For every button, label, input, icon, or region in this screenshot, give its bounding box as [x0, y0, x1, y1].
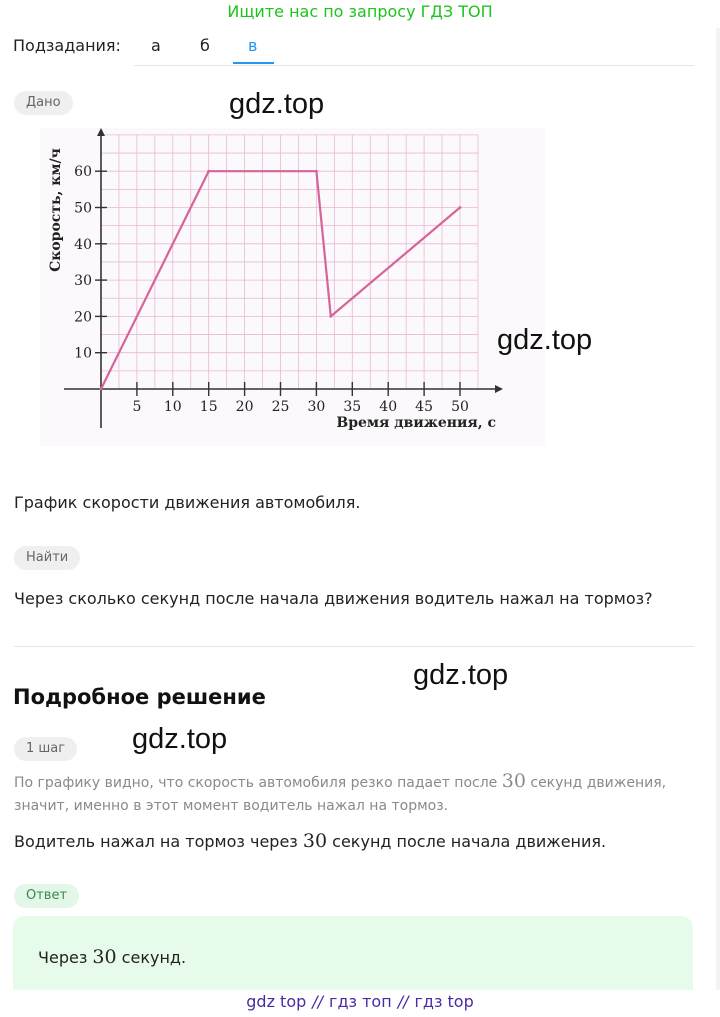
footer-separator: // — [397, 992, 409, 1011]
watermark: gdz.top — [229, 88, 325, 120]
answer-text: Через 30 секунд. — [38, 946, 187, 968]
y-tick-label: 60 — [74, 164, 92, 181]
tabs-divider — [134, 65, 694, 66]
y-tick-label: 40 — [74, 236, 92, 253]
section-divider — [14, 646, 694, 647]
x-axis-label: Время движения, с — [336, 415, 496, 431]
chart-axes — [64, 128, 503, 428]
watermark: gdz.top — [413, 659, 509, 691]
x-tick-label: 45 — [415, 399, 434, 415]
find-question: Через сколько секунд после начала движения водитель нажал на тормоз? — [14, 589, 653, 608]
speed-series-point — [207, 170, 210, 173]
speed-series-point — [459, 206, 462, 209]
x-tick-label: 20 — [235, 399, 254, 415]
tab-subtask-b[interactable]: б — [200, 36, 210, 55]
footer-link[interactable]: гдз top — [414, 992, 474, 1011]
watermark: gdz.top — [132, 723, 228, 755]
x-tick-label: 5 — [132, 399, 142, 415]
tab-subtask-a[interactable]: а — [151, 36, 161, 55]
speed-chart — [40, 128, 545, 446]
x-tick-label: 30 — [307, 399, 326, 415]
right-border — [716, 28, 720, 990]
given-caption: График скорости движения автомобиля. — [14, 493, 361, 512]
speed-series-point — [100, 388, 103, 391]
x-tick-label: 25 — [271, 399, 290, 415]
solution-title: Подробное решение — [13, 685, 266, 709]
find-pill: Найти — [14, 546, 80, 570]
result-number: 30 — [302, 830, 328, 852]
y-axis-arrow — [97, 128, 105, 136]
solution-result: Водитель нажал на тормоз через 30 секунд после начала движения. — [14, 830, 607, 852]
watermark: gdz.top — [497, 324, 593, 356]
hint-number: 30 — [501, 770, 526, 792]
speed-series-point — [329, 315, 332, 318]
x-tick-label: 35 — [343, 399, 362, 415]
y-axis-label: Скорость, км/ч — [48, 148, 64, 272]
footer-links — [0, 990, 720, 1017]
answer-number: 30 — [92, 946, 117, 968]
solution-hint: По графику видно, что скорость автомобиля резко падает после 30 секунд движения, значит, именно в этот момент водитель нажал на тормоз. — [14, 770, 667, 814]
x-tick-label: 15 — [199, 399, 218, 415]
x-tick-label: 10 — [163, 399, 182, 415]
active-tab-indicator — [233, 62, 274, 64]
search-promo-banner[interactable]: Ищите нас по запросу ГДЗ ТОП — [227, 2, 493, 21]
footer-link[interactable]: гдз топ — [329, 992, 392, 1011]
y-tick-label: 20 — [74, 309, 92, 326]
y-tick-label: 50 — [74, 200, 92, 217]
footer-link[interactable]: gdz top — [246, 992, 307, 1011]
tab-subtask-v[interactable]: в — [248, 36, 258, 55]
x-tick-label: 40 — [379, 399, 398, 415]
subtasks-label: Подзадания: — [13, 36, 121, 55]
y-tick-label: 10 — [74, 345, 92, 362]
x-axis-arrow — [495, 385, 503, 393]
step-pill: 1 шаг — [14, 737, 77, 761]
chart-grid — [101, 135, 478, 389]
footer-separator: // — [312, 992, 324, 1011]
speed-series-point — [315, 170, 318, 173]
given-pill: Дано — [14, 91, 73, 115]
answer-pill: Ответ — [14, 884, 79, 908]
x-tick-label: 50 — [451, 399, 469, 415]
y-tick-label: 30 — [74, 273, 92, 290]
